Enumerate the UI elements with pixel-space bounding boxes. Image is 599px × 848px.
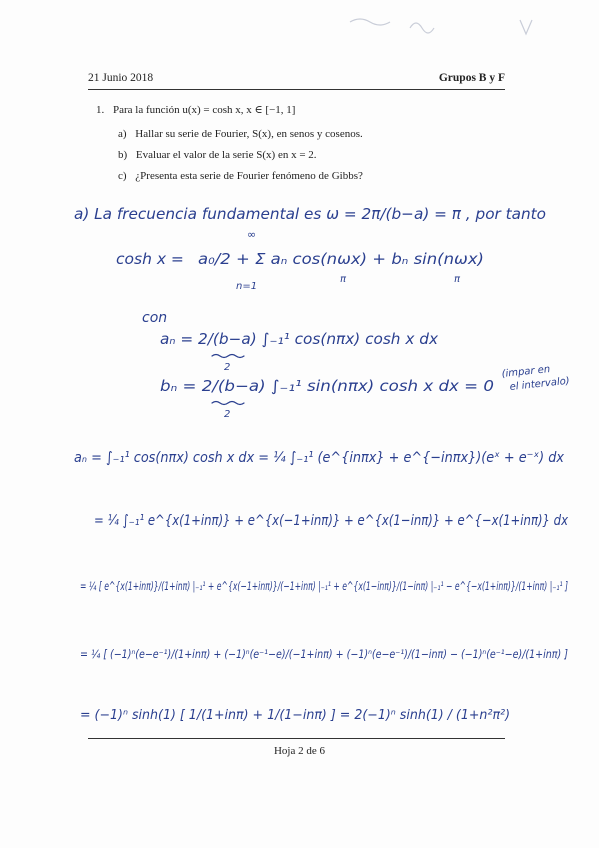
hw-sum-lower: n=1 bbox=[236, 281, 258, 292]
part-text: Evaluar el valor de la serie S(x) en x = 2. bbox=[135, 149, 317, 161]
hw-line-frequency: a) La frecuencia fundamental es ω = 2π/(b−a) = π , por tanto bbox=[74, 205, 546, 223]
hw-bn-definition: bₙ = 2/(b−a) ∫₋₁¹ sin(nπx) cosh x dx = 0 bbox=[160, 377, 494, 395]
page-footer bbox=[0, 745, 599, 757]
hw-bn-note-1: (impar en bbox=[501, 363, 551, 380]
exam-date: 21 Junio 2018 bbox=[88, 72, 154, 84]
exam-groups: Grupos B y F bbox=[438, 72, 505, 84]
hw-an-under-value: 2 bbox=[224, 362, 231, 373]
hw-sum-upper: ∞ bbox=[247, 228, 257, 241]
hw-substitution: = ¼ [ (−1)ⁿ(e−e⁻¹)/(1+inπ) + (−1)ⁿ(e⁻¹−e)/(−1+inπ) + (−1)ⁿ(e−e⁻¹)/(1−inπ) − (−1)ⁿ(e⁻¹−e)/(1+inπ) ] bbox=[80, 647, 568, 661]
hw-antiderivative: = ¼ [ e^{x(1+inπ)}/(1+inπ) |₋₁¹ + e^{x(−1+inπ)}/(−1+inπ) |₋₁¹ + e^{x(1−inπ)}/(1−inπ) |₋₁¹ − e^{−x(1+inπ)}/(1+inπ) |₋₁¹ ] bbox=[80, 579, 568, 593]
part-label: b) bbox=[118, 149, 128, 161]
hw-pi-note-2: π bbox=[454, 274, 461, 285]
hw-fourier-series: a₀/2 + Σ aₙ cos(nωx) + bₙ sin(nωx) bbox=[198, 250, 484, 268]
part-text: ¿Presenta esta serie de Fourier fenómeno de Gibbs? bbox=[135, 170, 363, 182]
part-label: a) bbox=[118, 128, 127, 140]
hw-bn-note-2: el intervalo) bbox=[509, 375, 571, 393]
hw-bn-under-value: 2 bbox=[224, 409, 231, 420]
page-number: Hoja 2 de 6 bbox=[273, 745, 325, 757]
hw-an-underline bbox=[212, 355, 244, 358]
hw-an-integral: aₙ = ∫₋₁¹ cos(nπx) cosh x dx = ¼ ∫₋₁¹ (e^{inπx} + e^{−inπx})(eˣ + e⁻ˣ) dx bbox=[74, 450, 565, 466]
hw-cosh-lhs: cosh x = bbox=[116, 250, 184, 268]
hw-an-definition: aₙ = 2/(b−a) ∫₋₁¹ cos(nπx) cosh x dx bbox=[160, 330, 439, 348]
hw-pi-note-1: π bbox=[340, 274, 347, 285]
problem-text: Para la función u(x) = cosh x, x ∈ [−1, 1] bbox=[113, 104, 296, 116]
hw-final-result: = (−1)ⁿ sinh(1) [ 1/(1+inπ) + 1/(1−inπ) ] = 2(−1)ⁿ sinh(1) / (1+n²π²) bbox=[80, 708, 510, 723]
problem-number: 1. bbox=[96, 104, 105, 116]
hw-expanded-integral: = ¼ ∫₋₁¹ e^{x(1+inπ)} + e^{x(−1+inπ)} + e^{x(1−inπ)} + e^{−x(1+inπ)} dx bbox=[94, 513, 569, 529]
part-text: Hallar su serie de Fourier, S(x), en senos y cosenos. bbox=[135, 128, 363, 140]
hw-con: con bbox=[142, 310, 168, 326]
part-label: c) bbox=[118, 170, 127, 182]
hw-bn-underline bbox=[212, 402, 244, 405]
footer-rule bbox=[88, 738, 505, 739]
